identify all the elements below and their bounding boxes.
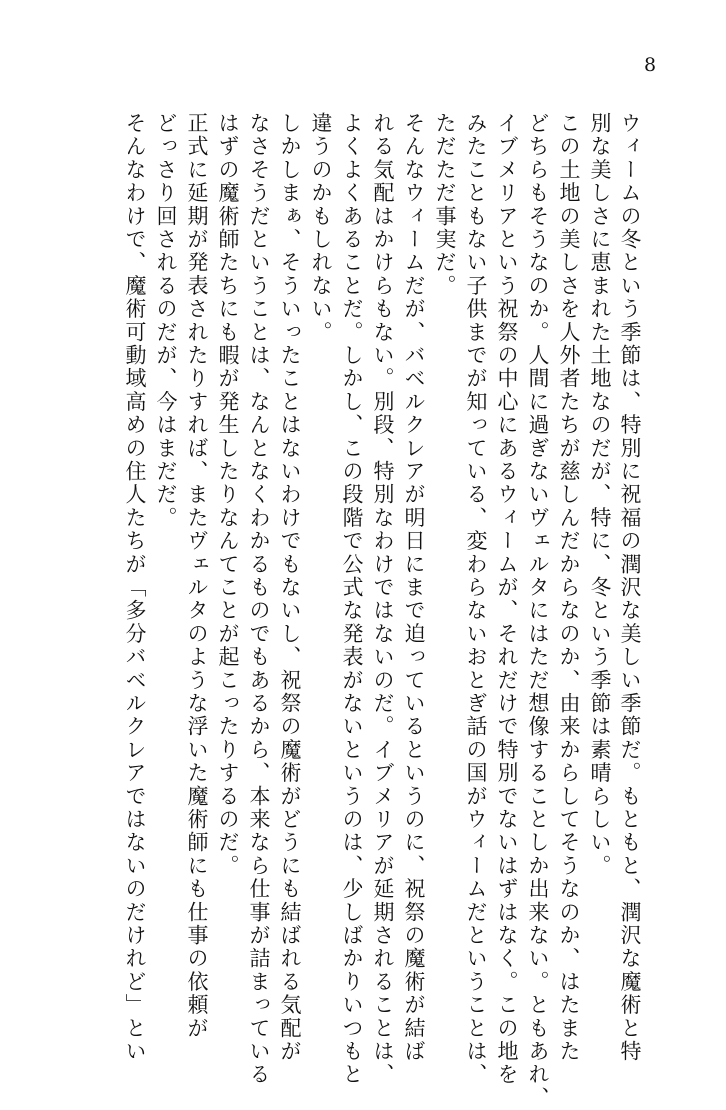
text-line: ウィームの冬という季節は、特別に祝福の潤沢な美しい季節だ。もともと、潤沢な魔術と特	[618, 112, 642, 1064]
text-line: れる気配はかけらもない。別段、特別なわけではないのだ。イブメリアが延期されることは、	[371, 112, 395, 1087]
text-line: しかしまぁ、そういったことはないわけでもないし、祝祭の魔術がどうにも結ばれる気配が	[278, 112, 302, 1064]
text-line: ただただ事実だ。	[433, 112, 457, 298]
text-line: はずの魔術師たちにも暇が発生したりなんてことが起こったりするのだ。	[216, 112, 240, 878]
text-line: 正式に延期が発表されたりすれば、またヴェルタのような浮いた魔術師にも仕事の依頼が	[185, 112, 209, 1040]
text-line: どっさり回されるのだが、今はまだだ。	[154, 112, 178, 530]
text-line: 違うのかもしれない。	[309, 112, 333, 344]
text-line: みたこともない子供までが知っている、変わらないおとぎ話の国がウィームだということは、	[464, 112, 488, 1087]
page-number: 8	[644, 54, 657, 76]
text-line: そんなウィームだが、バベルクレアが明日にまで迫っているというのに、祝祭の魔術が結ば	[402, 112, 426, 1064]
text-line: そんなわけで、魔術可動域高めの住人たちが「多分バベルクレアではないのだけれど」とい	[123, 112, 147, 1064]
text-line: この土地の美しさを人外者たちが慈しんだからなのか、由来からしてそうなのか、はたまた	[557, 112, 581, 1064]
text-line: よくよくあることだ。しかし、この段階で公式な発表がないというのは、少しばかりいつもと	[340, 112, 364, 1087]
text-line: 別な美しさに恵まれた土地なのだが、特に、冬という季節は素晴らしい。	[588, 112, 612, 878]
text-line: なさそうだということは、なんとなくわかるものでもあるから、本来なら仕事が詰まっている	[247, 112, 271, 1087]
text-line: どちらもそうなのか。人間に過ぎないヴェルタにはただ想像することしか出来ない。ともあれ、	[526, 112, 550, 1110]
text-line: イブメリアという祝祭の中心にあるウィームが、それだけで特別でないはずはなく。この地を	[495, 112, 519, 1087]
